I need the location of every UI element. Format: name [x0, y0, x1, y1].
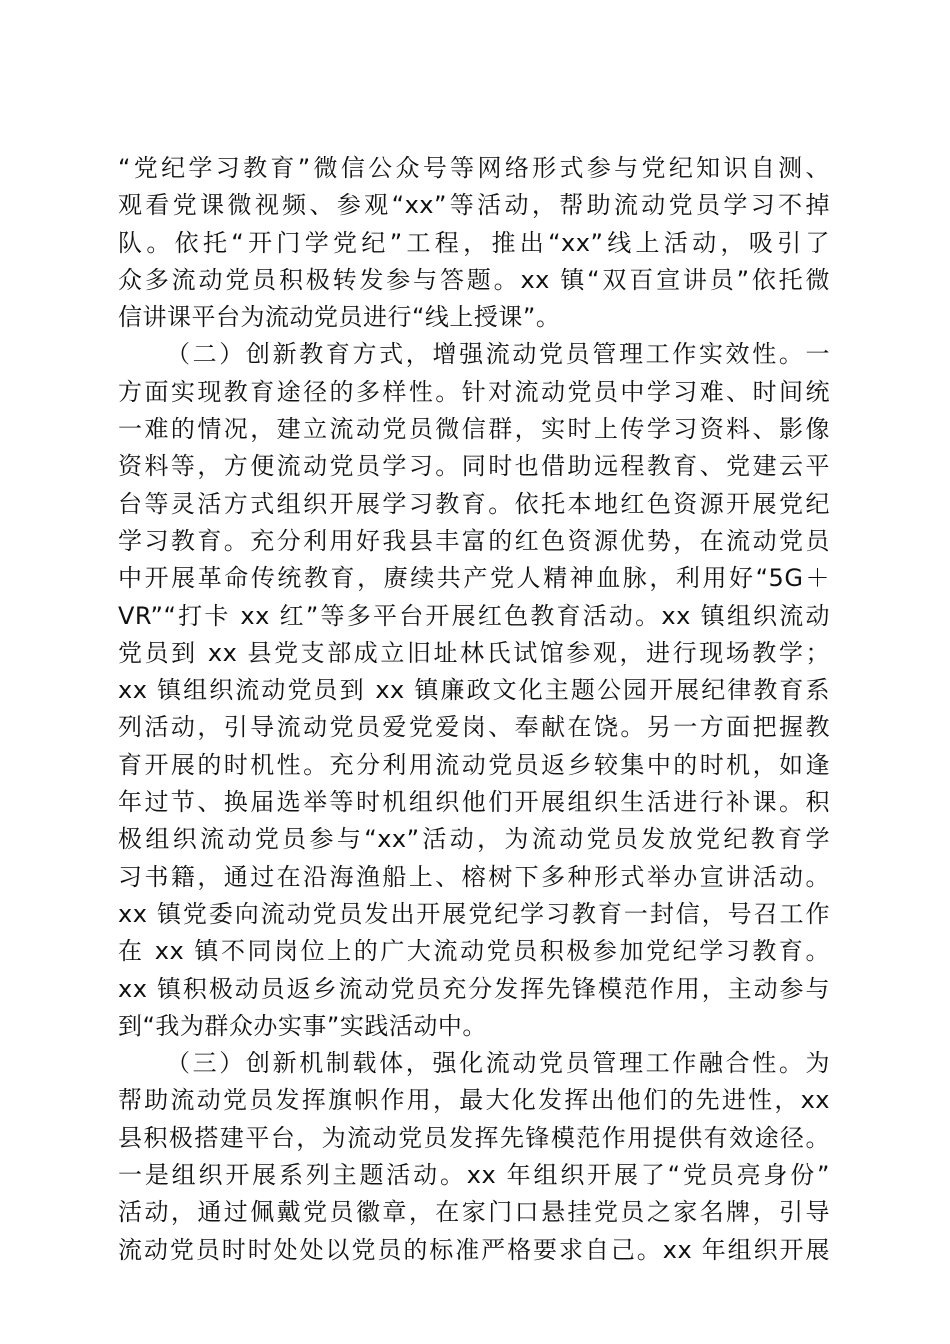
paragraph-2-line-8: VR”“打卡 xx 红”等多平台开展红色教育活动。xx 镇组织流动	[118, 601, 830, 630]
paragraph-1-line-4: 众多流动党员积极转发参与答题。xx 镇“双百宣讲员”依托微	[118, 265, 830, 294]
paragraph-2-line-5: 台等灵活方式组织开展学习教育。依托本地红色资源开展党纪	[118, 489, 830, 518]
paragraph-2-line-9: 党员到 xx 县党支部成立旧址林氏试馆参观，进行现场教学；	[118, 638, 830, 667]
document-body	[118, 150, 830, 1269]
paragraph-2-line-17: 在 xx 镇不同岗位上的广大流动党员积极参加党纪学习教育。	[118, 937, 830, 966]
paragraph-3-line-6: 流动党员时时处处以党员的标准严格要求自己。xx 年组织开展	[118, 1235, 830, 1264]
paragraph-2-line-13: 年过节、换届选举等时机组织他们开展组织生活进行补课。积	[118, 788, 830, 817]
paragraph-2-heading-line: （二）创新教育方式，增强流动党员管理工作实效性。一	[166, 340, 830, 369]
paragraph-2-line-3: 一难的情况，建立流动党员微信群，实时上传学习资料、影像	[118, 415, 830, 444]
paragraph-2-line-12: 育开展的时机性。充分利用流动党员返乡较集中的时机，如逢	[118, 750, 830, 779]
paragraph-2-line-6: 学习教育。充分利用好我县丰富的红色资源优势，在流动党员	[118, 526, 830, 555]
paragraph-3-line-2: 帮助流动党员发挥旗帜作用，最大化发挥出他们的先进性，xx	[118, 1086, 830, 1115]
paragraph-1-line-1: “党纪学习教育”微信公众号等网络形式参与党纪知识自测、	[118, 154, 830, 182]
paragraph-2-line-18: xx 镇积极动员返乡流动党员充分发挥先锋模范作用，主动参与	[118, 974, 830, 1003]
paragraph-2-line-7: 中开展革命传统教育，赓续共产党人精神血脉，利用好“5G＋	[118, 564, 830, 593]
paragraph-3-line-5: 活动，通过佩戴党员徽章，在家门口悬挂党员之家名牌，引导	[118, 1198, 830, 1227]
paragraph-2-line-19: 到“我为群众办实事”实践活动中。	[118, 1011, 487, 1040]
paragraph-2-line-4: 资料等，方便流动党员学习。同时也借助远程教育、党建云平	[118, 452, 830, 481]
paragraph-2-line-2: 方面实现教育途径的多样性。针对流动党员中学习难、时间统	[118, 377, 830, 406]
paragraph-2-line-14: 极组织流动党员参与“xx”活动，为流动党员发放党纪教育学	[118, 825, 830, 854]
paragraph-2-line-11: 列活动，引导流动党员爱党爱岗、奉献在饶。另一方面把握教	[118, 713, 830, 742]
paragraph-1-line-5: 信讲课平台为流动党员进行“线上授课”。	[118, 303, 561, 332]
paragraph-1-line-2: 观看党课微视频、参观“xx”等活动，帮助流动党员学习不掉	[118, 191, 830, 220]
paragraph-3-line-3: 县积极搭建平台，为流动党员发挥先锋模范作用提供有效途径。	[118, 1123, 830, 1152]
paragraph-3-line-4: 一是组织开展系列主题活动。xx 年组织开展了“党员亮身份”	[118, 1161, 830, 1190]
paragraph-3-heading-line: （三）创新机制载体，强化流动党员管理工作融合性。为	[166, 1049, 830, 1078]
paragraph-2-line-10: xx 镇组织流动党员到 xx 镇廉政文化主题公园开展纪律教育系	[118, 676, 830, 705]
paragraph-1-line-3: 队。依托“开门学党纪”工程，推出“xx”线上活动，吸引了	[118, 228, 830, 257]
paragraph-2-line-15: 习书籍，通过在沿海渔船上、榕树下多种形式举办宣讲活动。	[118, 862, 830, 891]
paragraph-2-line-16: xx 镇党委向流动党员发出开展党纪学习教育一封信，号召工作	[118, 899, 830, 928]
